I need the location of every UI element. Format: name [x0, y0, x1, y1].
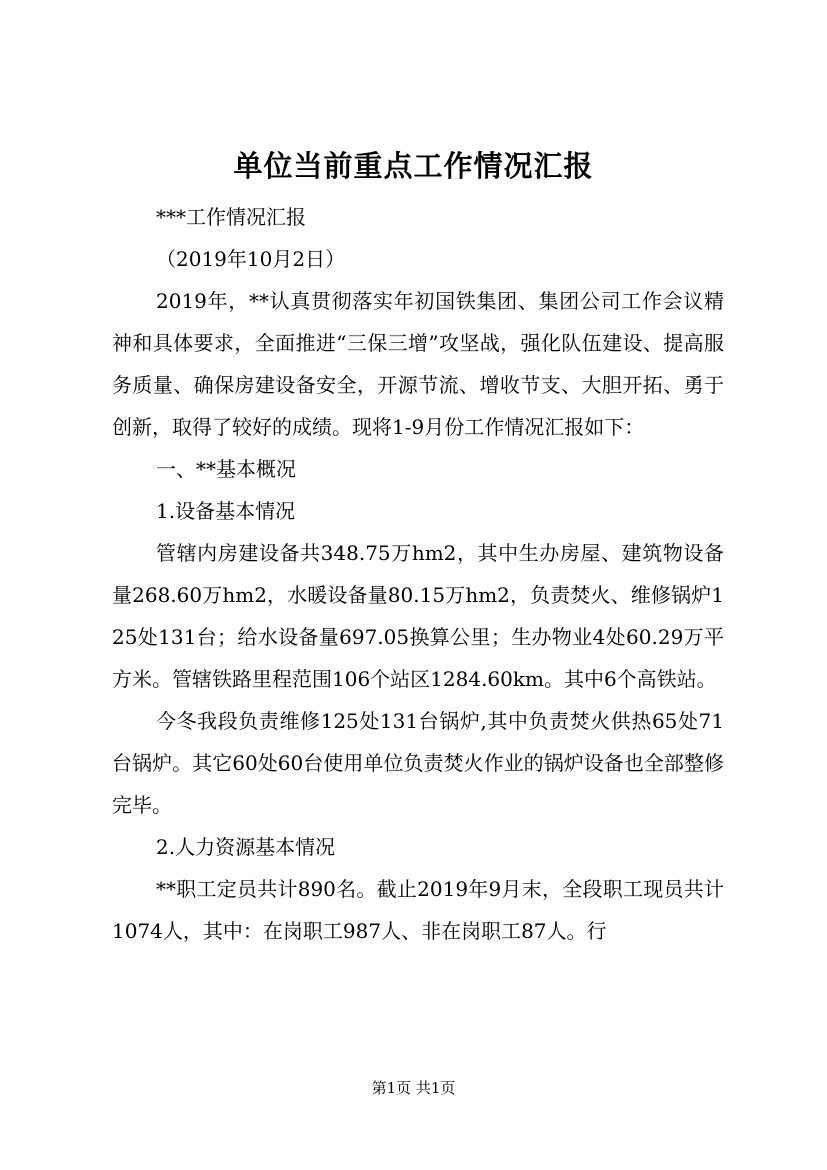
report-date: （2019年10月2日） [156, 247, 346, 271]
subheading-human-resources: 2.人力资源基本情况 [156, 835, 336, 859]
boiler-paragraph: 今冬我段负责维修125处131台锅炉,其中负责焚火供热65处71台锅炉。其它60处60台使用单位负责焚火作业的锅炉设备也全部整修完毕。 [112, 709, 724, 817]
subheading-equipment: 1.设备基本情况 [156, 499, 296, 523]
staff-paragraph: **职工定员共计890名。截止2019年9月末，全段职工现员共计1074人，其中：在岗职工987人、非在岗职工87人。行 [112, 877, 724, 943]
page-footer: 第1页 共1页 [371, 1079, 456, 1097]
equipment-paragraph: 管辖内房建设备共348.75万hm2，其中生办房屋、建筑物设备量268.60万hm2，水暖设备量80.15万hm2，负责焚火、维修锅炉125处131台；给水设备量697.05换算公里；生办物业4处60.29万平方米。管辖铁路里程范围106个站区1284.60km。其中6个高铁站。 [112, 541, 724, 691]
report-heading: ***工作情况汇报 [156, 205, 306, 229]
section-heading-overview: 一、**基本概况 [156, 457, 296, 481]
document-body [112, 196, 724, 952]
intro-paragraph: 2019年，**认真贯彻落实年初国铁集团、集团公司工作会议精神和具体要求，全面推进“三保三增”攻坚战，强化队伍建设、提高服务质量、确保房建设备安全，开源节流、增收节支、大胆开拓、勇于创新，取得了较好的成绩。现将1-9月份工作情况汇报如下： [112, 289, 724, 439]
document-title: 单位当前重点工作情况汇报 [233, 149, 594, 183]
